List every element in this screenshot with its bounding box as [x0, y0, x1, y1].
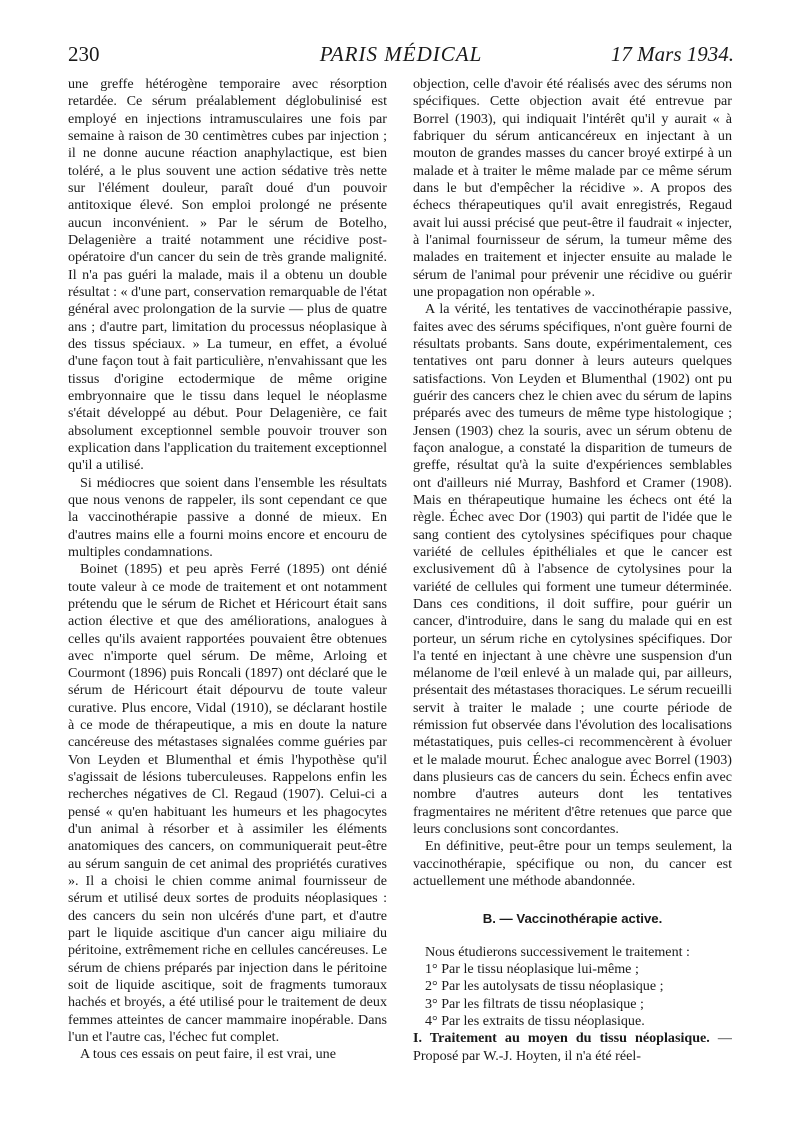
paragraph: Boinet (1895) et peu après Ferré (1895) ont dénié toute valeur à ce mode de traitement et ont notamment prétendu que le sérum de Richet et Héricourt était sans action élective et que des améliorations, analogues à celles qu'ils avaient rapportées pouvaient être obtenues avec n'importe quel sérum. De même, Arloing et Courmont (1896) puis Roncali (1897) ont déclaré que le sérum de Héricourt était dépourvu de toute valeur curative. Plus encore, Vidal (1910), se déclarant hostile à ce mode de thérapeutique, a mis en doute la nature cancéreuse des métastases signalées comme guéries par Von Leyden et Blumenthal et émis l'hypothèse qu'il s'agissait de lésions tuberculeuses. Rappelons enfin les recherches négatives de Cl. Regaud (1907). Celui-ci a pensé « qu'en habituant les humeurs et les phagocytes d'un animal à résorber et à assimiler les éléments anatomiques des cancers, on communiquerait peut-être au sérum sanguin de cet animal des propriétés curatives ». Il a choisi le chien comme animal fournisseur de sérum et utilisé deux sortes de produits néoplasiques : des cancers du sein non ulcérés d'une part, et d'autre part le liquide ascitique d'un cancer aigu miliaire du péritoine, extrêmement riche en cellules cancéreuses. Le sérum de chiens préparés par injection dans le péritoine soit de liquide ascitique, soit de fragments tumoraux hachés et broyés, a été utilisé pour le traitement de deux femmes atteintes de cancer mammaire inopérable. Dans l'un et l'autre cas, l'échec fut complet.	[68, 561, 387, 1046]
issue-date: 17 Mars 1934.	[610, 42, 734, 66]
subsection-paragraph	[413, 1030, 732, 1065]
list-item: 2° Par les autolysats de tissu néoplasique ;	[425, 978, 664, 995]
paragraph: A la vérité, les tentatives de vaccinothérapie passive, faites avec des sérums spécifiques, n'ont guère fourni de résultats probants. Sans doute, expérimentalement, ces tentatives ont paru donner à leurs auteurs quelques satisfactions. Von Leyden et Blumenthal (1902) ont pu guérir des cancers chez le chien avec du sérum de lapins préparés avec des tumeurs de même type histologique ; Jensen (1903) chez la souris, avec un sérum obtenu de façon analogue, a constaté la disparition de tumeurs de greffe, résultat qu'à la suite d'expériences semblables ont d'ailleurs nié Murray, Bashford et Cramer (1908). Mais en thérapeutique humaine les échecs ont été la règle. Échec avec Dor (1903) qui partit de l'idée que le sang contient des cytolysines spécifiques pour chaque variété de cellules épithéliales et que le cancer est exclusivement dû à l'absence de cytolysines pour la variété de cellules qui forment une tumeur déterminée. Dans ces conditions, il doit suffire, pour guérir un cancer, d'introduire, dans le sang du malade qui en est porteur, un sérum riche en cytolysines spécifiques. Dor l'a tenté en injectant à une chèvre une suspension d'un mélanome de l'œil enlevé à un malade qui, par ailleurs, présentait des métastases thoraciques. Le sérum recueilli servit à traiter le malade ; une courte période de rémission fut observée dans l'évolution des localisations métastatiques, puis celles-ci recommencèrent à évoluer et le malade mourut. Échec analogue avec Borrel (1903) dans plusieurs cas de cancers du sein. Échecs enfin avec nombre d'autres auteurs dont les tentatives fragmentaires ne méritent d'être retenues que parce que leurs conclusions sont concordantes.	[413, 301, 732, 838]
treatment-list	[413, 961, 732, 1030]
paragraph: Si médiocres que soient dans l'ensemble les résultats que nous venons de rappeler, ils sont cependant ce que la vaccinothérapie passive a donné de mieux. En d'autres mains elle a fourni moins encore et encouru de multiples condamnations.	[68, 474, 387, 560]
left-column	[68, 76, 387, 1140]
list-item: 3° Par les filtrats de tissu néoplasique ;	[425, 995, 644, 1012]
paragraph: une greffe hétérogène temporaire avec résorption retardée. Ce sérum préalablement déglobulinisé est employé en injections intramusculaires une fois par semaine à raison de 30 centimètres cubes par injection ; il ne donne aucune réaction anaphylactique, est bien toléré, a le plus souvent une action sédative très nette sur l'élément douleur, paraît doué d'un pouvoir antitoxique élevé. Son emploi prolongé ne présente aucun inconvénient. » Par le sérum de Botelho, Delagenière a traité notamment une récidive post-opératoire d'un cancer du sein de très grande malignité. Il n'a pas guéri la malade, mais il a obtenu un double résultat : « d'une part, conservation remarquable de l'état général avec prolongation de la survie — plus de quatre ans ; d'autre part, limitation du processus néoplasique à des tissus spéciaux. » La tumeur, en effet, a évolué d'une façon tout à fait particulière, n'envahissant que les tissus d'origine ectodermique de même origine embryonnaire que le tissu dans lequel le néoplasme s'était développé au début. Pour Delagenière, ce fait absolument exceptionnel semble pouvoir trouver son explication dans l'application du traitement exceptionnel qu'il a utilisé.	[68, 76, 387, 474]
list-item: 1° Par le tissu néoplasique lui-même ;	[425, 961, 639, 978]
paragraph: A tous ces essais on peut faire, il est vrai, une	[80, 1046, 336, 1063]
page-number: 230	[68, 42, 100, 66]
subsection-text: — Proposé par W.-J. Hoyten, il n'a été réel-	[413, 1030, 732, 1064]
section-heading: B. — Vaccinothérapie active.	[482, 911, 663, 927]
subsection-title: I. Traitement au moyen du tissu néoplasique.	[413, 1030, 710, 1047]
list-item: 4° Par les extraits de tissu néoplasique.	[425, 1013, 645, 1030]
list-intro: Nous étudierons successivement le traitement :	[425, 943, 690, 960]
page-header	[68, 42, 734, 72]
journal-title: PARIS MÉDICAL	[319, 42, 483, 66]
paragraph: En définitive, peut-être pour un temps seulement, la vaccinothérapie, spécifique ou non, du cancer est actuellement une méthode abandonnée.	[413, 838, 732, 890]
right-column	[413, 76, 732, 1140]
paragraph: objection, celle d'avoir été réalisés avec des sérums non spécifiques. Cette objection avait été entrevue par Borrel (1903), qui indiquait l'intérêt qu'il y aurait « à fabriquer du sérum anticancéreux en injectant à un mouton de grandes masses du cancer broyé extirpé à un malade et à traiter le même malade par ce même sérum dans le but d'empêcher la récidive ». A propos des échecs thérapeutiques qu'il avait enregistrés, Regaud avait lui aussi précisé que peut-être il faudrait « injecter, à l'animal fournisseur de sérum, la tumeur même des malades en traitement et injecter ensuite au malade le sérum de l'animal pour prévenir une récidive ou guérir une propagation non opérable ».	[413, 76, 732, 300]
